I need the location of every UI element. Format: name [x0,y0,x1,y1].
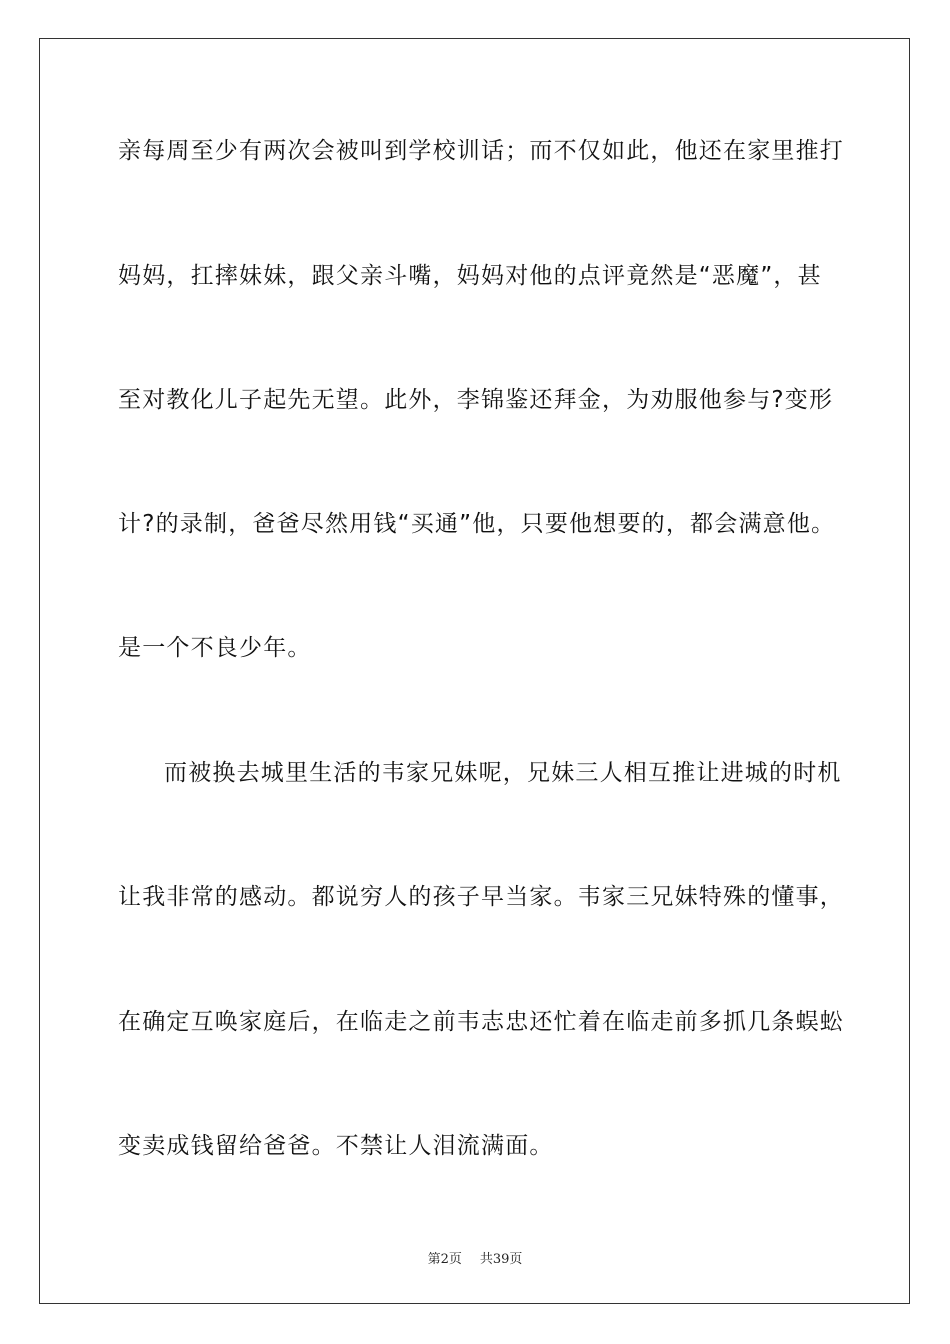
paragraph-line-1: 亲每周至少有两次会被叫到学校训话；而不仅如此，他还在家里推打 [118,138,844,164]
paragraph-line-9: 变卖成钱留给爸爸。不禁让人泪流满面。 [118,1133,554,1159]
paragraph-line-6: 而被换去城里生活的韦家兄妹呢，兄妹三人相互推让进城的时机 [164,760,842,786]
paragraph-line-7: 让我非常的感动。都说穷人的孩子早当家。韦家三兄妹特殊的懂事， [118,884,844,910]
paragraph-line-3: 至对教化儿子起先无望。此外，李锦鉴还拜金，为劝服他参与?变形 [118,387,834,413]
paragraph-line-8: 在确定互唤家庭后，在临走之前韦志忠还忙着在临走前多抓几条蜈蚣 [118,1009,844,1035]
total-pages: 共39页 [479,1252,523,1267]
paragraph-line-5: 是一个不良少年。 [118,635,312,661]
paragraph-line-2: 妈妈，扛摔妹妹，跟父亲斗嘴，妈妈对他的点评竟然是“恶魔”，甚 [118,263,822,289]
page-footer [0,1248,950,1267]
paragraph-line-4: 计?的录制，爸爸尽然用钱“买通”他，只要他想要的，都会满意他。 [118,511,836,537]
page-border [39,38,910,1304]
current-page-number: 第2页 [427,1252,462,1267]
